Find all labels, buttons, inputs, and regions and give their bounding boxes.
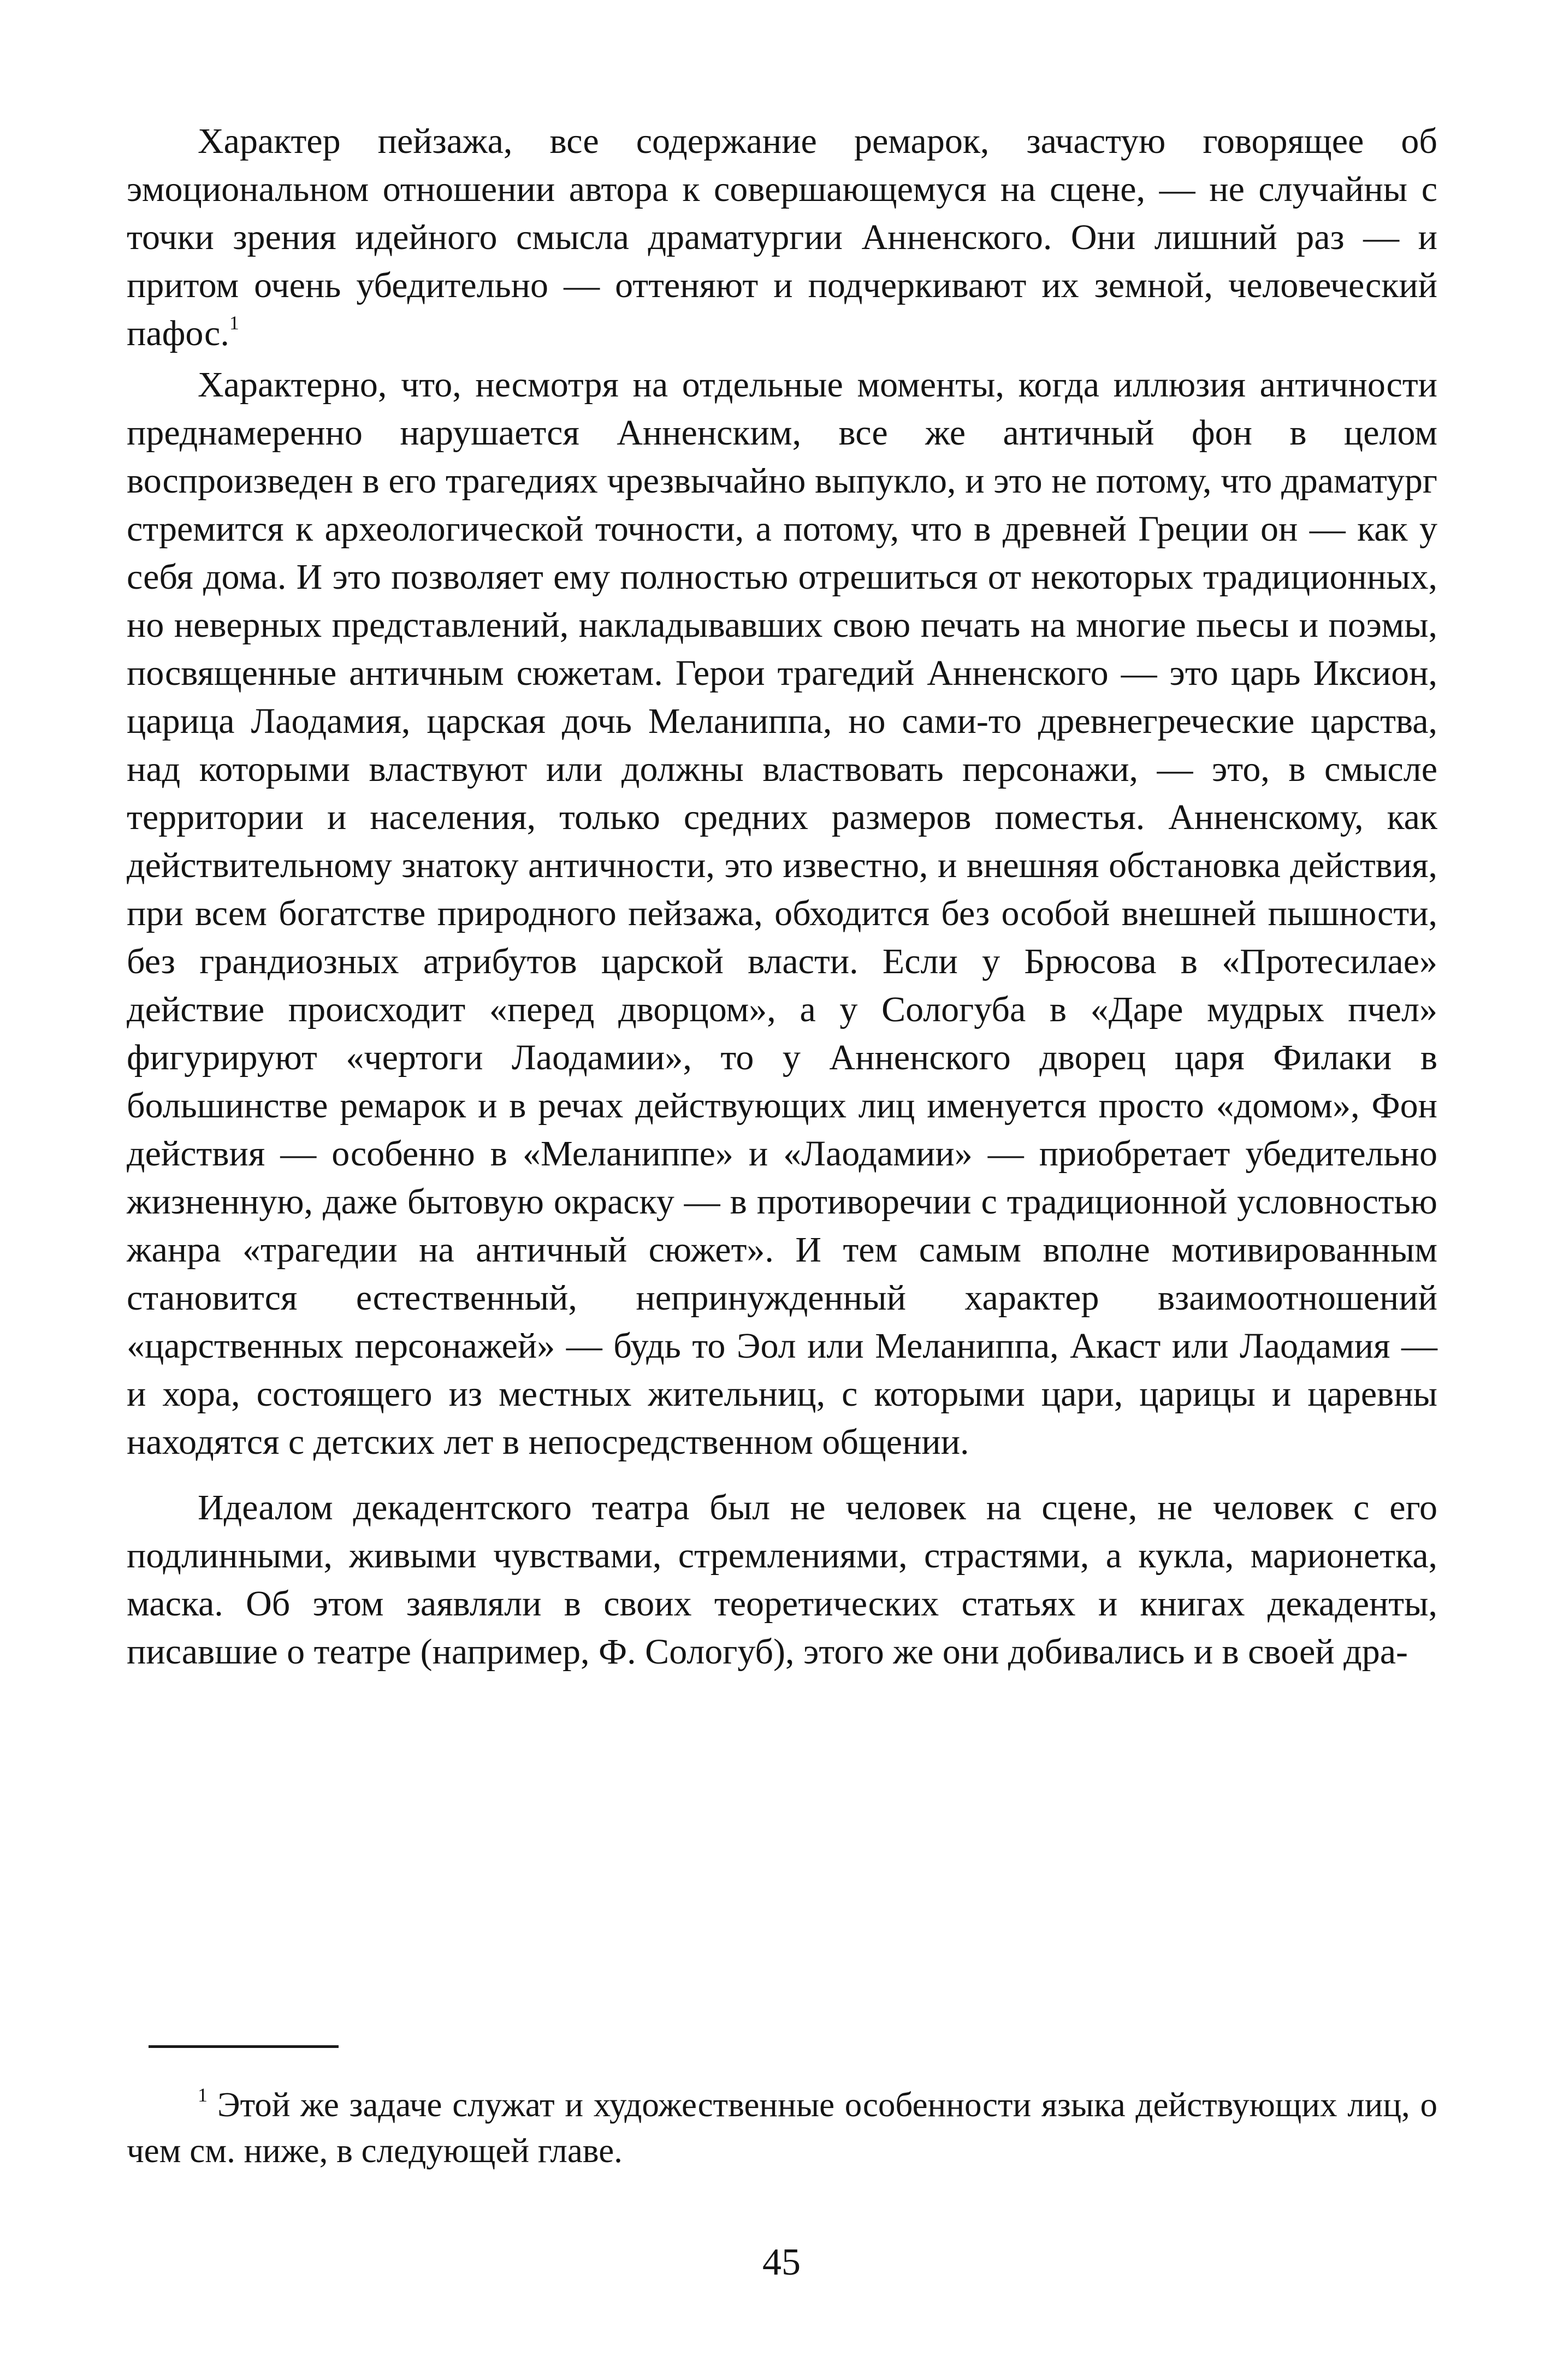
footnote-divider [149,2045,339,2048]
paragraph-3: Идеалом декадентского театра был не человек на сцене, не человек с его подлинными, живыми чувствами, стремлениями, страстями, а кукла, марионетка, маска. Об этом заявляли в своих теоретических статьях и книгах декаденты, писавшие о театре (например, Ф. Сологуб), этого же они добивались и в своей дра- [127,1488,1437,1672]
paragraph-1-text: Характер пейзажа, все содержание ремарок, зачастую говорящее об эмоциональном отношении автора к совершающемуся на сцене, — не случайны с точки зрения идейного смысла драматургии Анненского. Они лишний раз — и притом очень убедительно — оттеняют и подчеркивают их земной, человеческий пафос. [127,121,1437,353]
footnote-reference: 1 [229,312,239,334]
paragraph-1 [127,117,1437,358]
paragraph-2: Характерно, что, несмотря на отдельные моменты, когда иллюзия античности преднамеренно нарушается Анненским, все же античный фон в целом воспроизведен в его трагедиях чрезвычайно выпукло, и это не потому, что драматург стремится к археологической точности, а потому, что в древней Греции он — как у себя дома. И это позволяет ему полностью отрешиться от некоторых традиционных, но неверных представлений, накладывавших свою печать на многие пьесы и поэмы, посвященные античным сюжетам. Герои трагедий Анненского — это царь Иксион, царица Лаодамия, царская дочь Меланиппа, но сами-то древнегреческие царства, над которыми властвуют или должны властвовать персонажи, — это, в смысле территории и населения, только средних размеров поместья. Анненскому, как действительному знатоку античности, это известно, и внешняя обстановка действия, при всем богатстве природного пейзажа, обходится без особой внешней пышности, без грандиозных атрибутов царской власти. Если у Брюсова в «Протесилае» действие происходит «перед дворцом», а у Сологуба в «Даре мудрых пчел» фигурируют «чертоги Лаодамии», то у Анненского дворец царя Филаки в большинстве ремарок и в речах действующих лиц именуется просто «домом», Фон действия — особенно в «Меланиппе» и «Лаодамии» — приобретает убедительно жизненную, даже бытовую окраску — в противоречии с традиционной условностью жанра «трагедии на античный сюжет». И тем самым вполне мотивированным становится естественный, непринужденный характер взаимоотношений «царственных персонажей» — будь то Эол или Меланиппа, Акаст или Лаодамия — и хора, состоящего из местных жительниц, с которыми цари, царицы и царевны находятся с детских лет в непосредственном общении. [127,365,1437,1462]
footnote-text: Этой же задаче служат и художественные особенности языка действующих лиц, о чем см. ниже, в следующей главе. [127,2086,1437,2170]
footnote [127,2082,1437,2174]
page-body [127,117,1437,1676]
page-number: 45 [762,2241,801,2283]
footnote-mark: 1 [198,2084,208,2106]
